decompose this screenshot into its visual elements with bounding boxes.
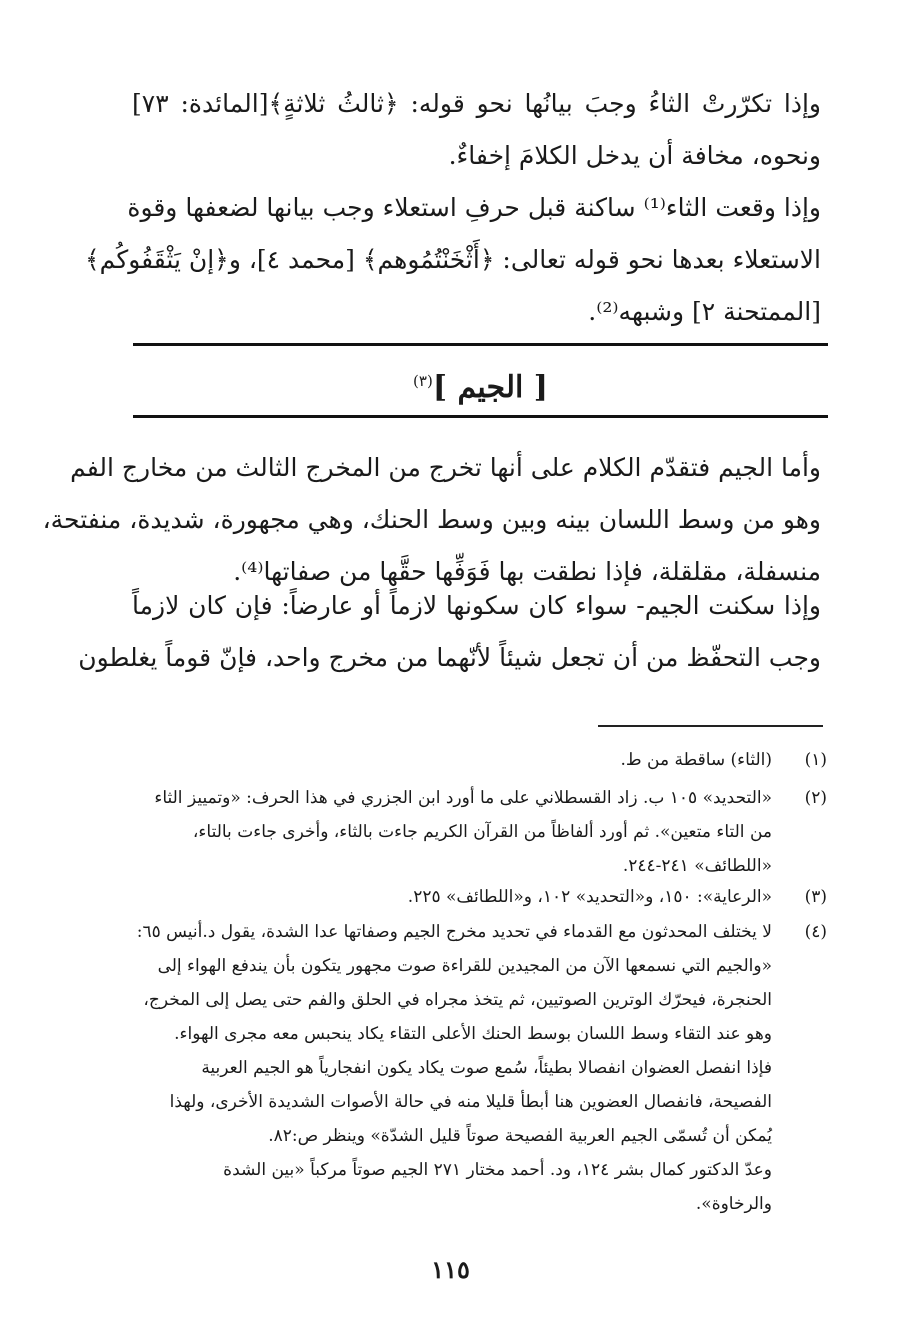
page-number: ١١٥ [431,1255,470,1284]
footnote-line: «الرعاية»: ١٥٠، و«التحديد» ١٠٢، و«اللطائف» ٢٢٥. [407,887,772,907]
footnote-3 [134,880,827,914]
footnote-2 [134,781,827,883]
paragraph-tha-repeated [132,78,821,182]
footnote-separator [598,725,823,727]
paragraph-jim-sakina [78,580,821,684]
footnote-number: (٣) [804,887,827,907]
footnote-1 [134,743,827,777]
footnote-line: وعدّ الدكتور كمال بشر ١٢٤، ود. أحمد مختار ٢٧١ الجيم صوتاً مركباً «بين الشدة [223,1160,772,1180]
text-line: منسفلة، مقلقلة، فإذا نطقت بها فَوَفِّها حقَّها من صفاتها⁽⁴⁾. [233,557,821,586]
footnote-line: والرخاوة». [695,1194,772,1214]
footnote-number: (١) [804,750,827,770]
text-line: وإذا تكرّرتْ الثاءُ وجبَ بيانُها نحو قوله: ﴿ثالثُ ثلاثةٍ﴾[المائدة: ٧٣] [132,89,821,118]
footnote-line: فإذا انفصل العضوان انفصالا بطيئاً، سُمع صوت يكاد يكون انفجارياً هو الجيم العربية [201,1058,772,1078]
text-line: ونحوه، مخافة أن يدخل الكلامَ إخفاءٌ. [448,141,821,170]
text-line: وأما الجيم فتقدّم الكلام على أنها تخرج من المخرج الثالث من مخارج الفم [70,453,821,482]
heading-footnote-ref: (٣) [413,372,433,390]
heading-top-rule [133,343,828,346]
paragraph-jim-makhraj [42,442,821,598]
footnote-line: الحنجرة، فيحرّك الوترين الصوتيين، ثم يتخذ مجراه في الحلق والفم حتى يصل إلى المخرج، [143,990,772,1010]
footnote-line: «اللطائف» ٢٤١-٢٤٤. [622,856,772,876]
footnote-line: لا يختلف المحدثون مع القدماء في تحديد مخرج الجيم وصفاتها عدا الشدة، يقول د.أنيس ٦٥: [136,922,772,942]
footnote-line: من التاء متعين». ثم أورد ألفاظاً من القرآن الكريم جاءت بالثاء، وأخرى جاءت بالتاء، [192,822,772,842]
footnote-line: (الثاء) ساقطة من ط. [620,750,772,770]
footnote-4 [134,915,827,1225]
heading-title: [ الجيم ] [432,370,548,405]
text-line: وجب التحفّظ من أن تجعل شيئاً لأنّهما من مخرج واحد، فإنّ قوماً يغلطون [78,643,821,672]
section-heading [133,358,828,404]
footnote-line: وهو عند التقاء وسط اللسان بوسط الحنك الأعلى التقاء يكاد ينحبس معه مجرى الهواء. [174,1024,772,1044]
footnote-number: (٢) [804,788,827,808]
text-line: وإذا سكنت الجيم- سواء كان سكونها لازماً أو عارضاً: فإن كان لازماً [132,591,821,620]
paragraph-tha-sakina [85,182,821,338]
text-line: الاستعلاء بعدها نحو قوله تعالى: ﴿أَثْخَنْتُمُوهم﴾ [محمد ٤]، و﴿إنْ يَثْقَفُوكُم﴾ [85,245,821,274]
text-line: وإذا وقعت الثاء⁽¹⁾ ساكنة قبل حرفِ استعلاء وجب بيانها لضعفها وقوة [127,193,821,222]
text-line: [الممتحنة ٢] وشبهه⁽²⁾. [588,297,821,326]
footnote-line: يُمكن أن تُسمّى الجيم العربية الفصيحة صوتاً قليل الشدّة» وينظر ص:٨٢. [268,1126,772,1146]
heading-bottom-rule [133,415,828,418]
footnote-line: «والجيم التي نسمعها الآن من المجيدين للقراءة صوت مجهور يتكون بأن يندفع الهواء إلى [157,956,772,976]
footnote-number: (٤) [804,922,827,942]
footnote-line: «التحديد» ١٠٥ ب. زاد القسطلاني على ما أورد ابن الجزري في هذا الحرف: «وتمييز الثاء [154,788,772,808]
footnote-line: الفصيحة، فانفصال العضوين هنا أبطأ قليلا منه في حالة الأصوات الشديدة الأخرى، ولهذا [169,1092,772,1112]
text-line: وهو من وسط اللسان بينه وبين وسط الحنك، وهي مجهورة، شديدة، منفتحة، [42,505,821,534]
